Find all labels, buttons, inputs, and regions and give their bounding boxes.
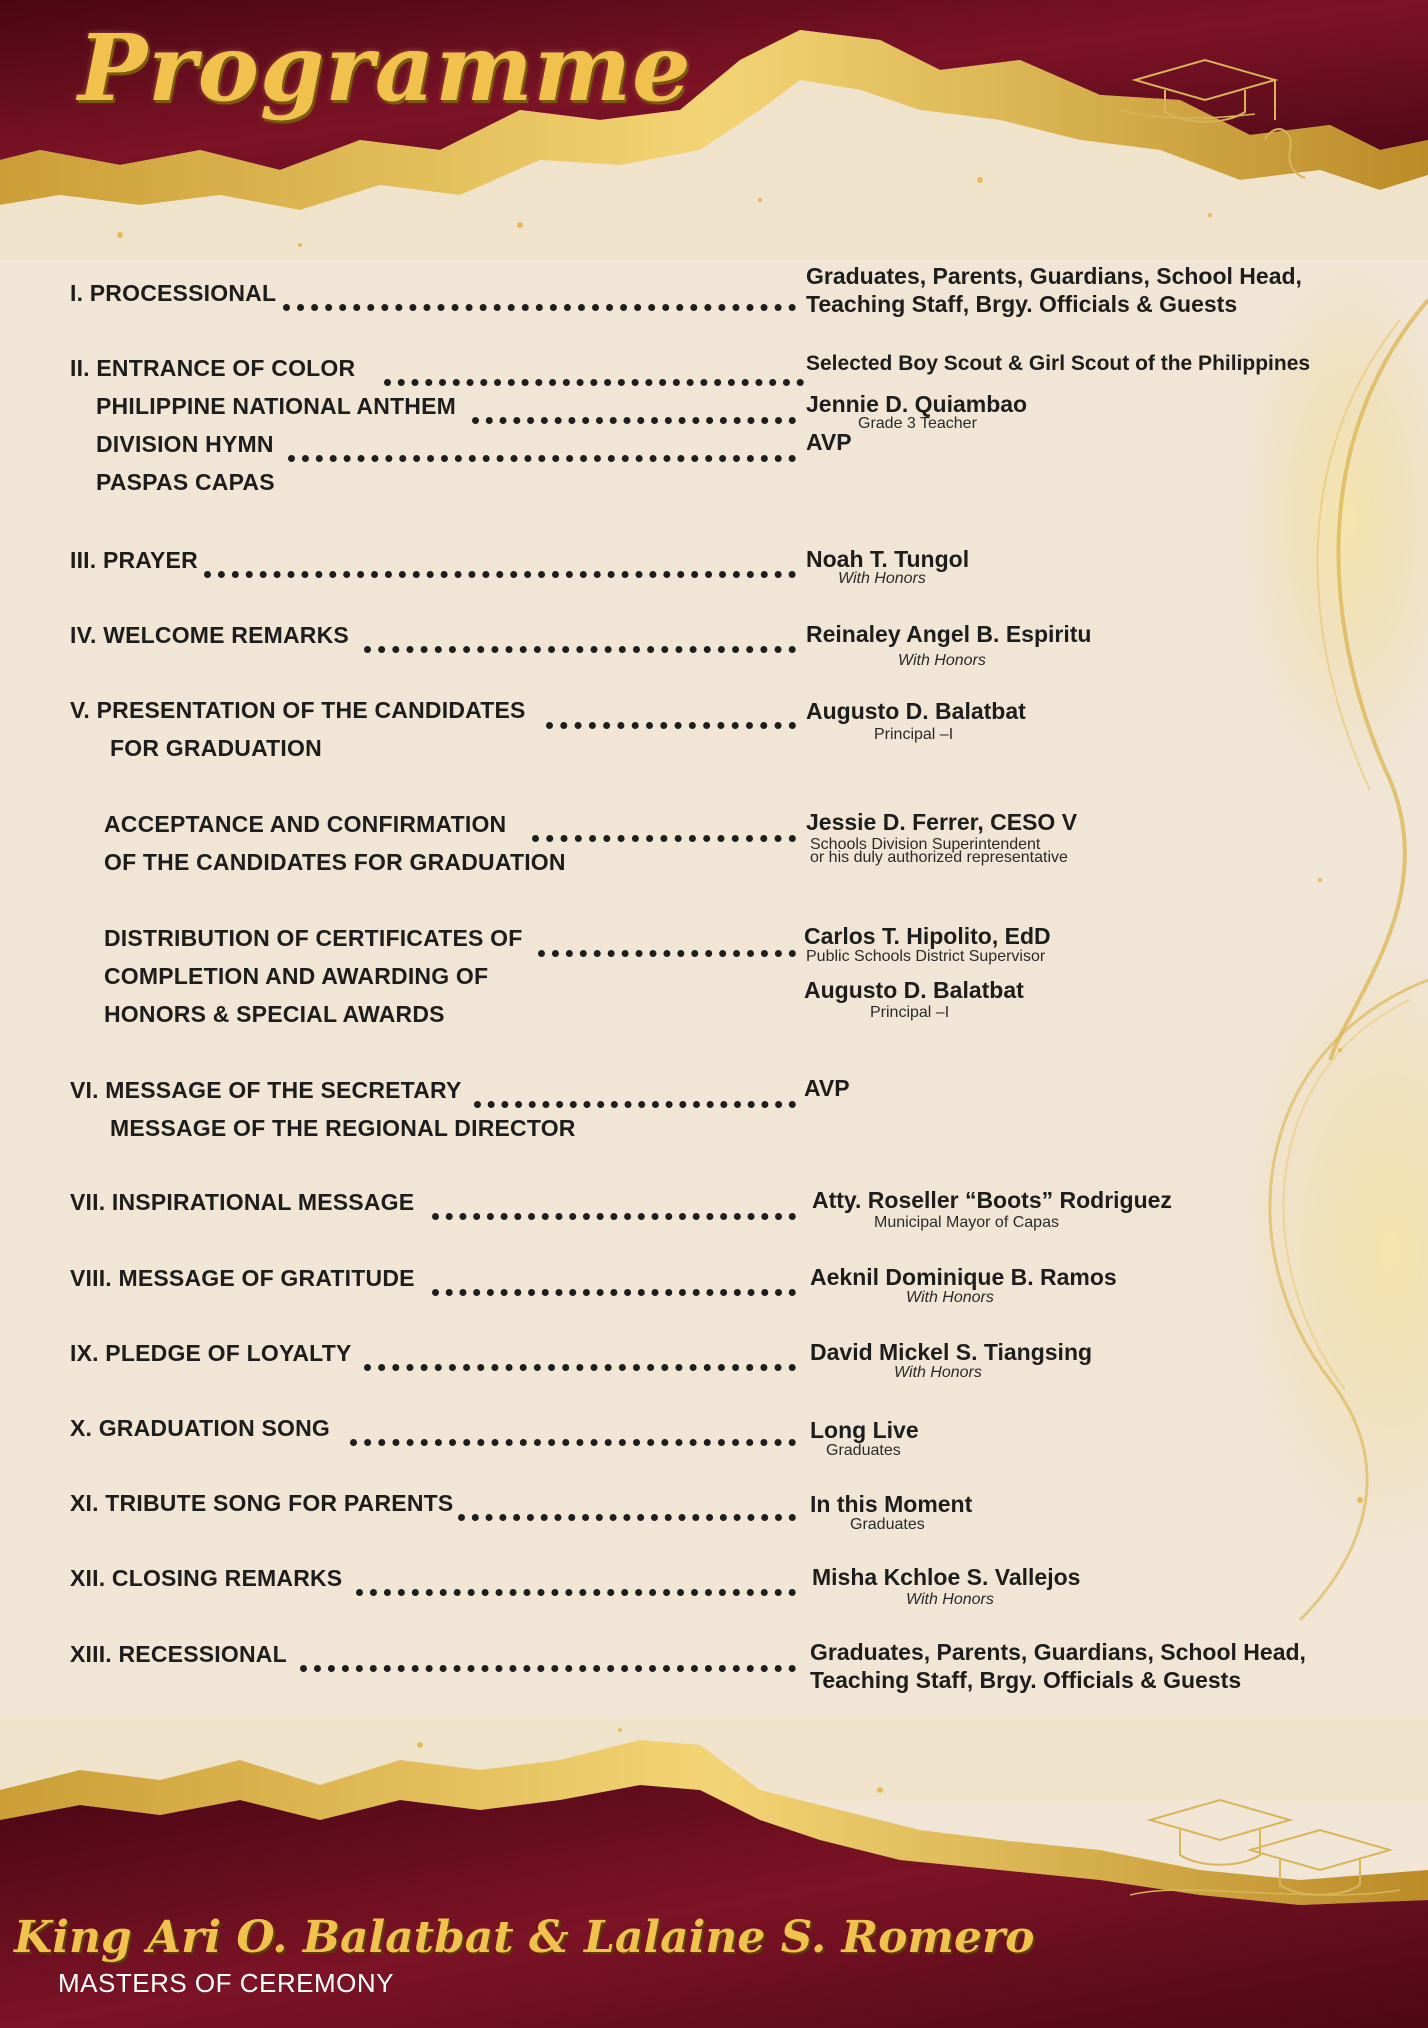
program-item-participant: Augusto D. Balatbat	[804, 977, 1024, 1003]
program-item-label: V. PRESENTATION OF THE CANDIDATES	[70, 697, 526, 723]
page-title: Programme	[78, 14, 692, 122]
dot-leader	[538, 934, 796, 957]
program-item-role: Grade 3 Teacher	[858, 415, 977, 432]
program-item-participant: Graduates, Parents, Guardians, School Head,	[810, 1639, 1306, 1665]
program-item-label: IV. WELCOME REMARKS	[70, 622, 349, 648]
dot-leader	[288, 439, 796, 462]
program-item-label-cont: OF THE CANDIDATES FOR GRADUATION	[104, 849, 566, 875]
program-item-participant: Teaching Staff, Brgy. Officials & Guests	[810, 1667, 1242, 1693]
dot-leader	[356, 1573, 796, 1596]
program-item-label: DISTRIBUTION OF CERTIFICATES OF	[104, 925, 523, 951]
program-item-participant: AVP	[806, 429, 852, 455]
program-item-participant: Noah T. Tungol	[806, 546, 970, 572]
dot-leader	[384, 363, 804, 386]
program-item-role: Graduates	[826, 1442, 901, 1459]
dot-leader	[283, 288, 796, 311]
program-item-label: XII. CLOSING REMARKS	[70, 1565, 343, 1591]
program-item-label: XI. TRIBUTE SONG FOR PARENTS	[70, 1490, 454, 1516]
program-item-participant: Augusto D. Balatbat	[806, 698, 1026, 724]
masters-of-ceremony-label: MASTERS OF CEREMONY	[58, 1968, 394, 1998]
program-item-participant: Teaching Staff, Brgy. Officials & Guests	[806, 291, 1238, 317]
program-item-label: PASPAS CAPAS	[96, 469, 275, 495]
program-item-label: VIII. MESSAGE OF GRATITUDE	[70, 1265, 415, 1291]
program-item-participant: Aeknil Dominique B. Ramos	[810, 1264, 1117, 1290]
dot-leader	[364, 1348, 796, 1371]
program-item-participant: Jessie D. Ferrer, CESO V	[806, 809, 1078, 835]
dot-leader	[474, 1085, 796, 1108]
program-item-participant: David Mickel S. Tiangsing	[810, 1339, 1093, 1365]
program-item-role: Principal –I	[870, 1004, 950, 1021]
program-item-role: Graduates	[850, 1516, 925, 1533]
program-item-role: Municipal Mayor of Capas	[874, 1214, 1059, 1231]
program-item-role: With Honors	[906, 1289, 994, 1306]
program-item-role: With Honors	[906, 1591, 994, 1608]
program-item-participant: AVP	[804, 1075, 850, 1101]
dot-leader	[300, 1649, 796, 1672]
program-item-participant: Misha Kchloe S. Vallejos	[812, 1564, 1081, 1590]
program-item-label: X. GRADUATION SONG	[70, 1415, 331, 1441]
program-item-label: I. PROCESSIONAL	[70, 280, 277, 306]
dot-leader	[432, 1273, 796, 1296]
program-item-label: XIII. RECESSIONAL	[70, 1641, 287, 1667]
program-item-participant: Jennie D. Quiambao	[806, 391, 1028, 417]
dot-leader	[350, 1423, 796, 1446]
dot-leader	[432, 1197, 796, 1220]
program-item-label: IX. PLEDGE OF LOYALTY	[70, 1340, 352, 1366]
dot-leader	[204, 555, 796, 578]
program-item-label-cont: MESSAGE OF THE REGIONAL DIRECTOR	[110, 1115, 576, 1141]
program-item-participant: Selected Boy Scout & Girl Scout of the Philippines	[806, 352, 1311, 375]
dot-leader	[532, 819, 796, 842]
program-item-participant: Reinaley Angel B. Espiritu	[806, 621, 1092, 647]
program-item-label-cont: HONORS & SPECIAL AWARDS	[104, 1001, 445, 1027]
program-item-label-cont: FOR GRADUATION	[110, 735, 322, 761]
program-item-role: or his duly authorized representative	[810, 849, 1068, 866]
program-item-label-cont: COMPLETION AND AWARDING OF	[104, 963, 489, 989]
program-item-label: VI. MESSAGE OF THE SECRETARY	[70, 1077, 462, 1103]
program-item-participant: Carlos T. Hipolito, EdD	[804, 923, 1051, 949]
program-item-role: With Honors	[838, 570, 926, 587]
dot-leader	[364, 630, 796, 653]
program-item-label: PHILIPPINE NATIONAL ANTHEM	[96, 393, 457, 419]
program-item-label: II. ENTRANCE OF COLOR	[70, 355, 356, 381]
graduation-cap-hand-icon	[1115, 50, 1315, 180]
program-item-label: DIVISION HYMN	[96, 431, 274, 457]
program-item-label: III. PRAYER	[70, 547, 198, 573]
program-item-role: Public Schools District Supervisor	[806, 948, 1046, 965]
program-item-role: With Honors	[894, 1364, 982, 1381]
program-item-participant: Graduates, Parents, Guardians, School Head,	[806, 263, 1302, 289]
graduation-caps-icon	[1130, 1780, 1400, 1910]
program-item-role: Principal –I	[874, 726, 954, 743]
masters-of-ceremony-names: King Ari O. Balatbat & Lalaine S. Romero	[14, 1912, 1035, 1963]
program-item-participant: In this Moment	[810, 1491, 973, 1517]
program-item-role: Schools Division Superintendent	[810, 836, 1041, 853]
program-item-label: ACCEPTANCE AND CONFIRMATION	[104, 811, 507, 837]
dot-leader	[472, 401, 796, 424]
dot-leader	[546, 706, 796, 729]
program-item-participant: Atty. Roseller “Boots” Rodriguez	[812, 1187, 1172, 1213]
program-item-label: VII. INSPIRATIONAL MESSAGE	[70, 1189, 415, 1215]
program-item-participant: Long Live	[810, 1417, 919, 1443]
program-item-role: With Honors	[898, 652, 986, 669]
dot-leader	[458, 1498, 796, 1521]
